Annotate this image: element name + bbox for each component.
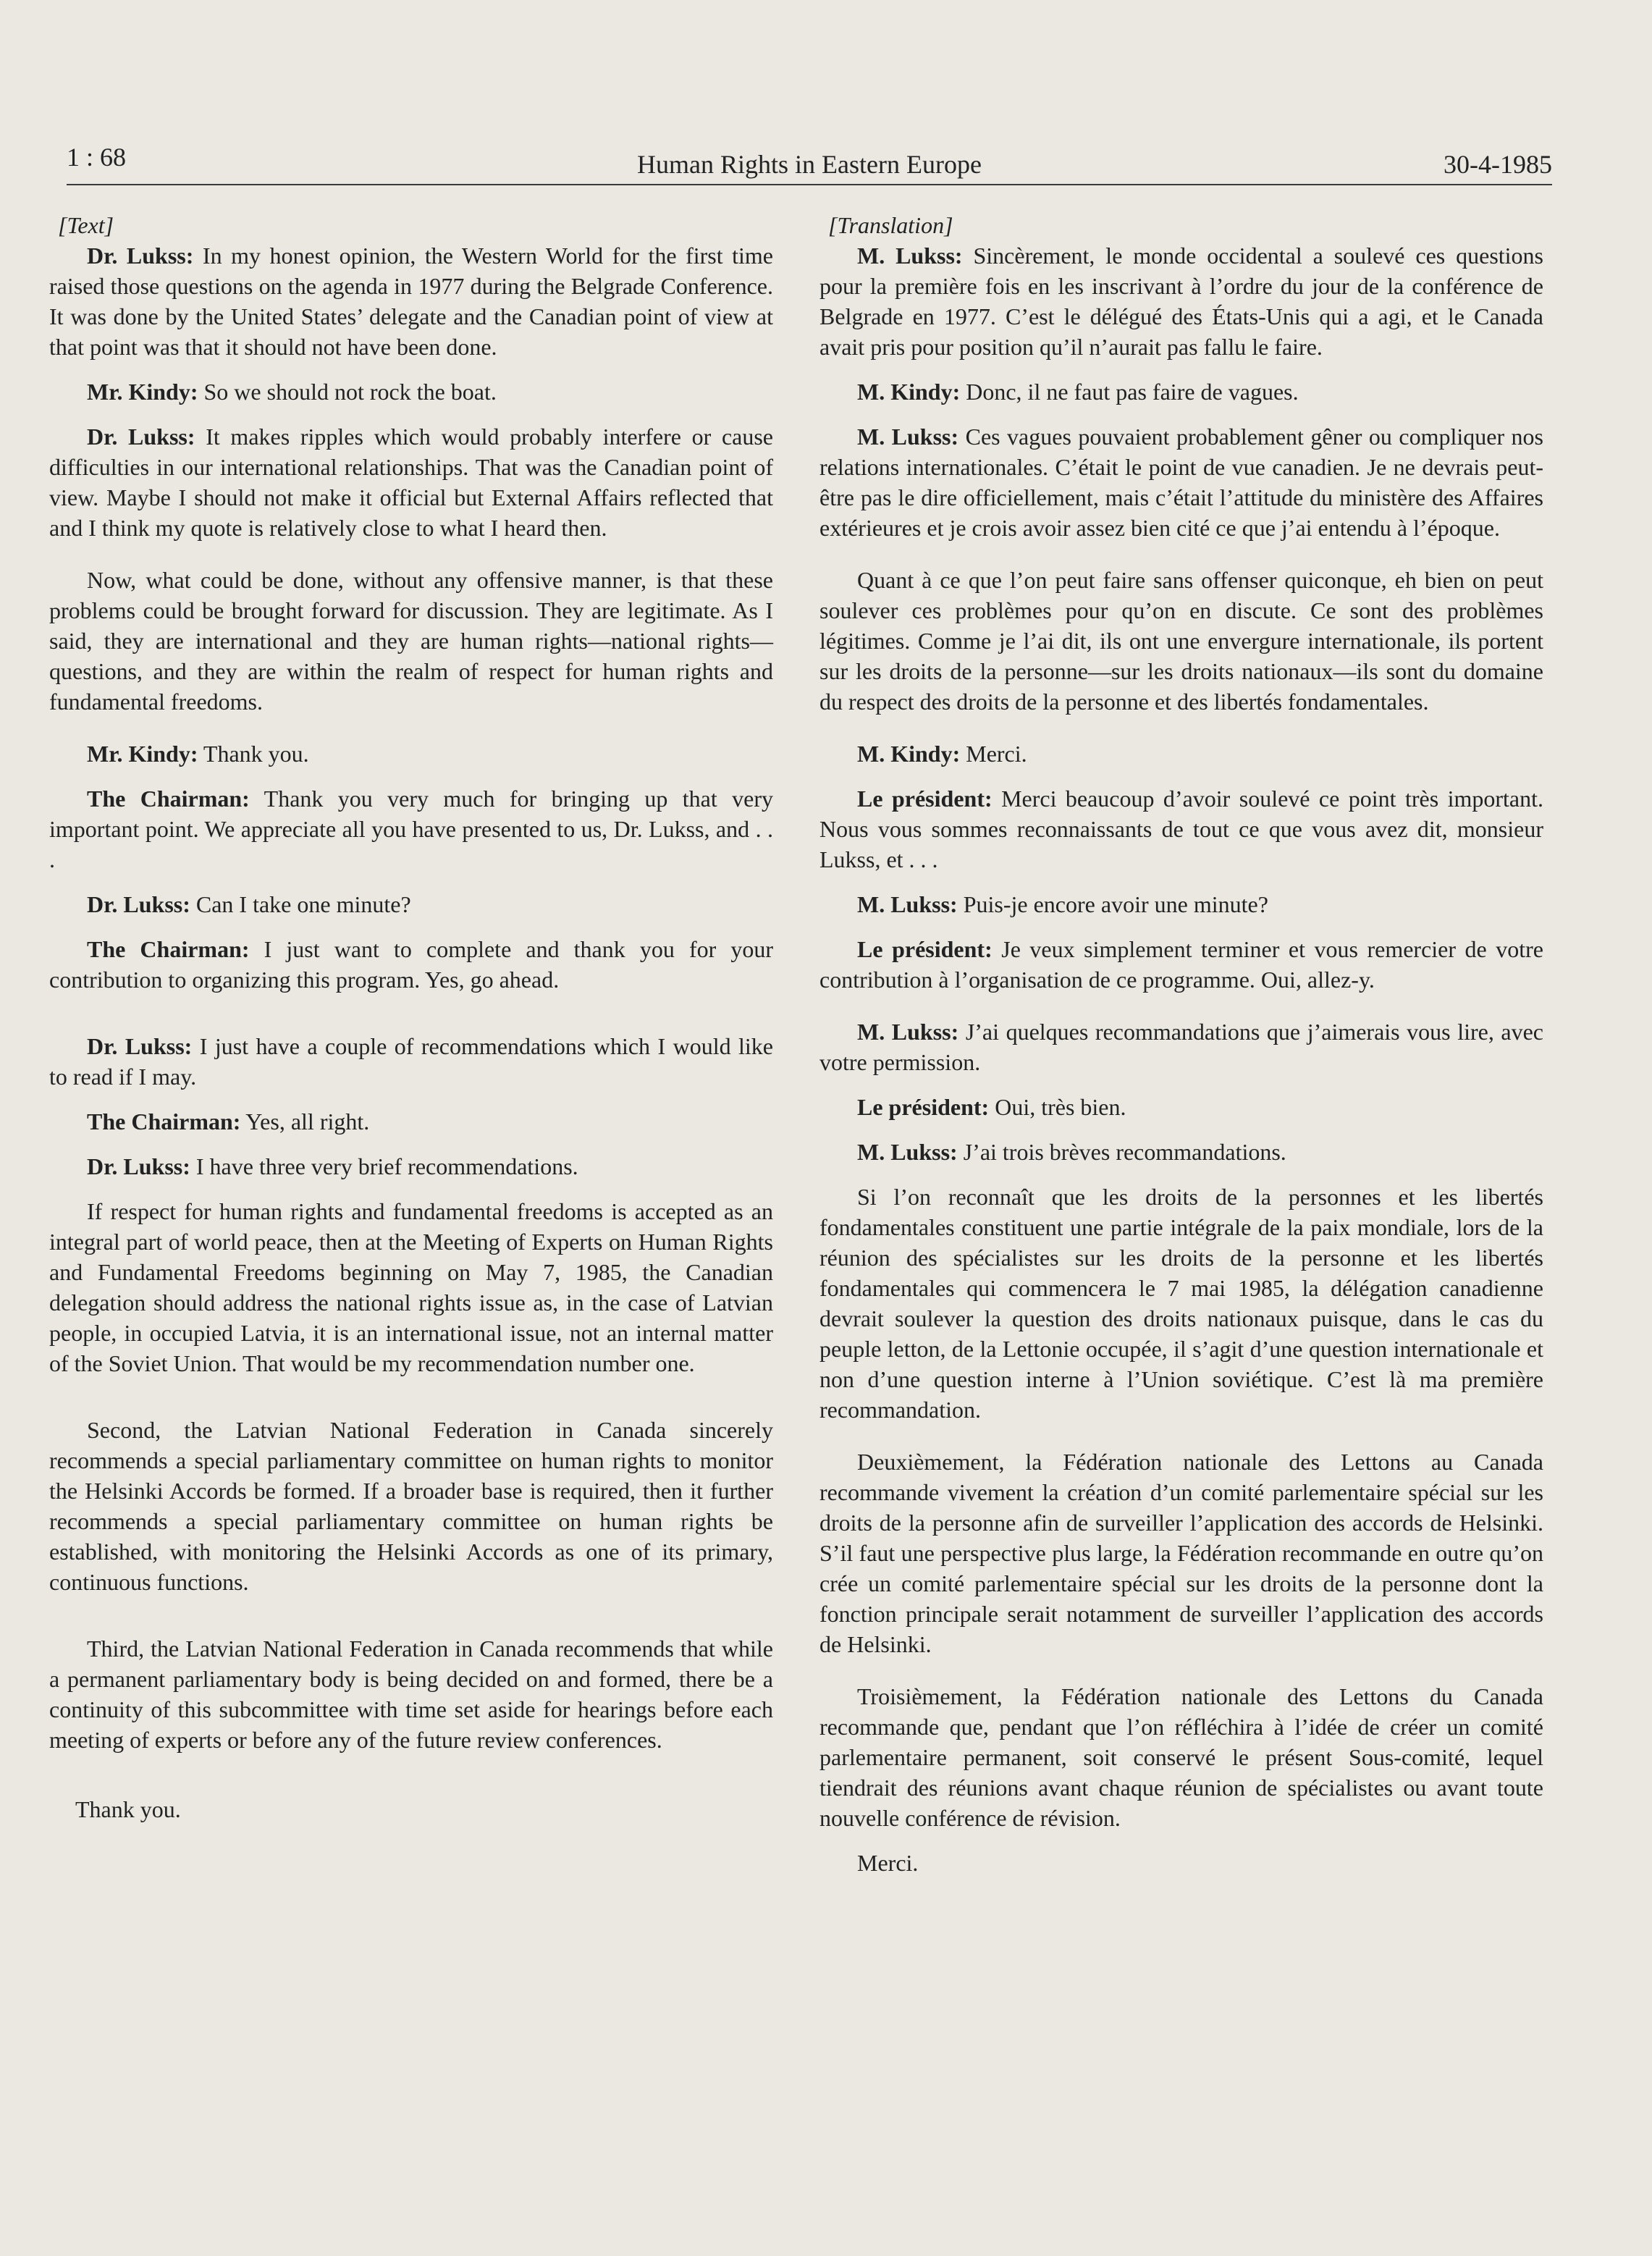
paragraph	[819, 421, 1543, 543]
paragraph	[819, 1092, 1543, 1122]
speaker: Dr. Lukss:	[87, 424, 195, 450]
header-date: 30-4-1985	[1444, 150, 1552, 179]
paragraph	[49, 565, 773, 717]
paragraph-text: Thank you very much for bringing up that very important point. We appreciate all you have presented to us, Dr. Lukss, and . . .	[49, 786, 774, 872]
paragraph-text: I just want to complete and thank you for your contribution to organizing this program. Yes, go ahead.	[49, 936, 774, 993]
speaker: Mr. Kindy:	[87, 379, 198, 405]
paragraph	[49, 1633, 773, 1755]
paragraph	[49, 1196, 773, 1379]
speaker: M. Lukss:	[857, 1019, 959, 1045]
paragraph	[819, 565, 1543, 717]
paragraph	[49, 1106, 773, 1137]
paragraph-text: It makes ripples which would probably interfere or cause difficulties in our international relationships. That was the Canadian point of view. Maybe I should not make it official but External Affairs reflected that and I think my quote is relatively close to what I heard then.	[49, 424, 774, 541]
paragraph-text: Merci beaucoup d’avoir soulevé ce point très important. Nous vous sommes reconnaissants de tout ce que vous avez dit, monsieur Lukss, et . . .	[819, 786, 1544, 872]
paragraph	[49, 934, 773, 995]
speaker: Le président:	[857, 936, 993, 962]
paragraph-text: I have three very brief recommendations.	[190, 1153, 578, 1179]
paragraph-text: J’ai quelques recommandations que j’aimerais vous lire, avec votre permission.	[819, 1019, 1544, 1075]
header-title: Human Rights in Eastern Europe	[637, 150, 982, 179]
paragraph	[49, 376, 773, 407]
speaker: M. Lukss:	[857, 891, 958, 917]
paragraph-text: Thank you.	[198, 741, 309, 767]
paragraph	[49, 421, 773, 543]
paragraph-text: Oui, très bien.	[989, 1094, 1126, 1120]
speaker: Dr. Lukss:	[87, 1033, 193, 1059]
speaker: Dr. Lukss:	[87, 1153, 190, 1179]
paragraph	[819, 738, 1543, 769]
paragraph	[49, 738, 773, 769]
speaker: M. Lukss:	[857, 424, 959, 450]
speaker: Dr. Lukss:	[87, 891, 190, 917]
paragraph-text: Merci.	[960, 741, 1027, 767]
paragraph	[49, 889, 773, 919]
paragraph	[819, 1182, 1543, 1425]
paragraph	[819, 376, 1543, 407]
paragraph	[49, 1031, 773, 1092]
paragraph-text: Quant à ce que l’on peut faire sans offenser quiconque, eh bien on peut soulever ces problèmes pour qu’on en discute. Ce sont des problèmes légitimes. Comme je l’ai dit, ils ont une envergure internationale, ils portent sur les droits de la personne—sur les droits nationaux—ils sont du domaine du respect des droits de la personne et des libertés fondamentales.	[819, 567, 1543, 715]
paragraph	[819, 783, 1543, 875]
french-column	[819, 210, 1543, 1893]
paragraph-text: In my honest opinion, the Western World for the first time raised those questions on the agenda in 1977 during the Belgrade Conference. It was done by the United States’ delegate and the Canadian point of view at that point was that it should not have been done.	[49, 243, 774, 360]
paragraph	[819, 1017, 1543, 1077]
paragraph-text: J’ai trois brèves recommandations.	[957, 1139, 1286, 1165]
paragraph-text: Sincèrement, le monde occidental a soulevé ces questions pour la première fois en les inscrivant à l’ordre du jour de la conférence de Belgrade en 1977. C’est le délégué des États-Unis qui a agi, et le Canada avait pris pour position qu’il n’aurait pas fallu le faire.	[819, 243, 1544, 360]
paragraph-text: Puis-je encore avoir une minute?	[957, 891, 1268, 917]
running-header	[67, 136, 1552, 185]
column-label: [Translation]	[828, 212, 953, 238]
paragraph	[819, 240, 1543, 362]
paragraph	[819, 1447, 1543, 1659]
paragraph-text: Now, what could be done, without any offensive manner, is that these problems could be brought forward for discussion. They are legitimate. As I said, they are international and they are human rights—national rights—questions, and they are within the realm of respect for human rights and fundamental freedoms.	[49, 567, 773, 715]
english-column	[49, 210, 773, 1839]
paragraph-text: Deuxièmement, la Fédération nationale des Lettons au Canada recommande vivement la création d’un comité parlementaire spécial sur les droits de la personne afin de surveiller l’application des accords de Helsinki. S’il faut une perspective plus large, la Fédération recommande en outre qu’on crée un comité parlementaire spécial sur les droits de la personne dont la fonction principale serait notamment de surveiller l’application des accords de Helsinki.	[819, 1449, 1543, 1657]
column-label: [Text]	[58, 212, 114, 238]
speaker: M. Kindy:	[857, 741, 961, 767]
paragraph-text: Third, the Latvian National Federation in Canada recommends that while a permanent parliamentary body is being decided on and formed, there be a continuity of this subcommittee with time set aside for hearings before each meeting of experts or before any of the future review conferences.	[49, 1636, 773, 1753]
speaker: The Chairman:	[87, 786, 250, 812]
paragraph-text: Thank you.	[75, 1796, 181, 1822]
paragraph	[819, 889, 1543, 919]
paragraph-text: If respect for human rights and fundamental freedoms is accepted as an integral part of world peace, then at the Meeting of Experts on Human Rights and Fundamental Freedoms beginning on May 7, 1985, the Canadian delegation should address the national rights issue as, in the case of Latvian people, in occupied Latvia, it is an international issue, not an internal matter of the Soviet Union. That would be my recommendation number one.	[49, 1198, 773, 1376]
paragraph-text: I just have a couple of recommendations which I would like to read if I may.	[49, 1033, 774, 1090]
paragraph	[49, 1415, 773, 1597]
speaker: The Chairman:	[87, 936, 250, 962]
paragraph	[49, 240, 773, 362]
page-number: 1 : 68	[67, 143, 127, 172]
paragraph-text: Troisièmement, la Fédération nationale des Lettons du Canada recommande que, pendant que l’on réfléchira à l’idée de créer un comité parlementaire permanent, soit conservé le présent Sous-comité, lequel tiendrait des réunions avant chaque réunion de spécialistes ou avant toute nouvelle conférence de révision.	[819, 1683, 1543, 1831]
speaker: The Chairman:	[87, 1108, 241, 1135]
paragraph	[819, 934, 1543, 995]
paragraph-text: Second, the Latvian National Federation in Canada sincerely recommends a special parliamentary committee on human rights to monitor the Helsinki Accords be formed. If a broader base is required, then it further recommends a special parliamentary committee on human rights be established, with monitoring the Helsinki Accords as one of its primary, continuous functions.	[49, 1417, 773, 1595]
speaker: M. Kindy:	[857, 379, 961, 405]
paragraph-text: Can I take one minute?	[190, 891, 411, 917]
speaker: Le président:	[857, 1094, 990, 1120]
speaker: Le président:	[857, 786, 993, 812]
paragraph-text: Donc, il ne faut pas faire de vagues.	[960, 379, 1299, 405]
speaker: Mr. Kindy:	[87, 741, 198, 767]
paragraph	[49, 783, 773, 875]
paragraph-text: Merci.	[857, 1850, 919, 1876]
paragraph	[49, 1151, 773, 1182]
paragraph	[49, 1794, 773, 1824]
speaker: Dr. Lukss:	[87, 243, 194, 269]
paragraph-text: Si l’on reconnaît que les droits de la personnes et les libertés fondamentales constituent une partie intégrale de la paix mondiale, lors de la réunion des spécialistes sur les droits de la personne et les libertés fondamentales qui commencera le 7 mai 1985, la délégation canadienne devrait soulever la question des droits nationaux puisque, dans le cas du peuple letton, de la Lettonie occupée, il s’agit d’une question internationale et non d’une question interne à l’Union soviétique. C’est là ma première recommandation.	[819, 1184, 1543, 1423]
paragraph	[819, 1137, 1543, 1167]
paragraph	[819, 1848, 1543, 1878]
paragraph-text: Ces vagues pouvaient probablement gêner ou compliquer nos relations internationales. C’était le point de vue canadien. Je ne devrais peut-être pas le dire officiellement, mais c’était l’attitude du ministère des Affaires extérieures et je crois avoir assez bien cité ce que j’ai entendu à l’époque.	[819, 424, 1544, 541]
paragraph	[819, 1681, 1543, 1833]
speaker: M. Lukss:	[857, 243, 963, 269]
paragraph-text: Yes, all right.	[240, 1108, 370, 1135]
paragraph-text: Je veux simplement terminer et vous remercier de votre contribution à l’organisation de ce programme. Oui, allez-y.	[819, 936, 1544, 993]
paragraph-text: So we should not rock the boat.	[198, 379, 497, 405]
speaker: M. Lukss:	[857, 1139, 958, 1165]
